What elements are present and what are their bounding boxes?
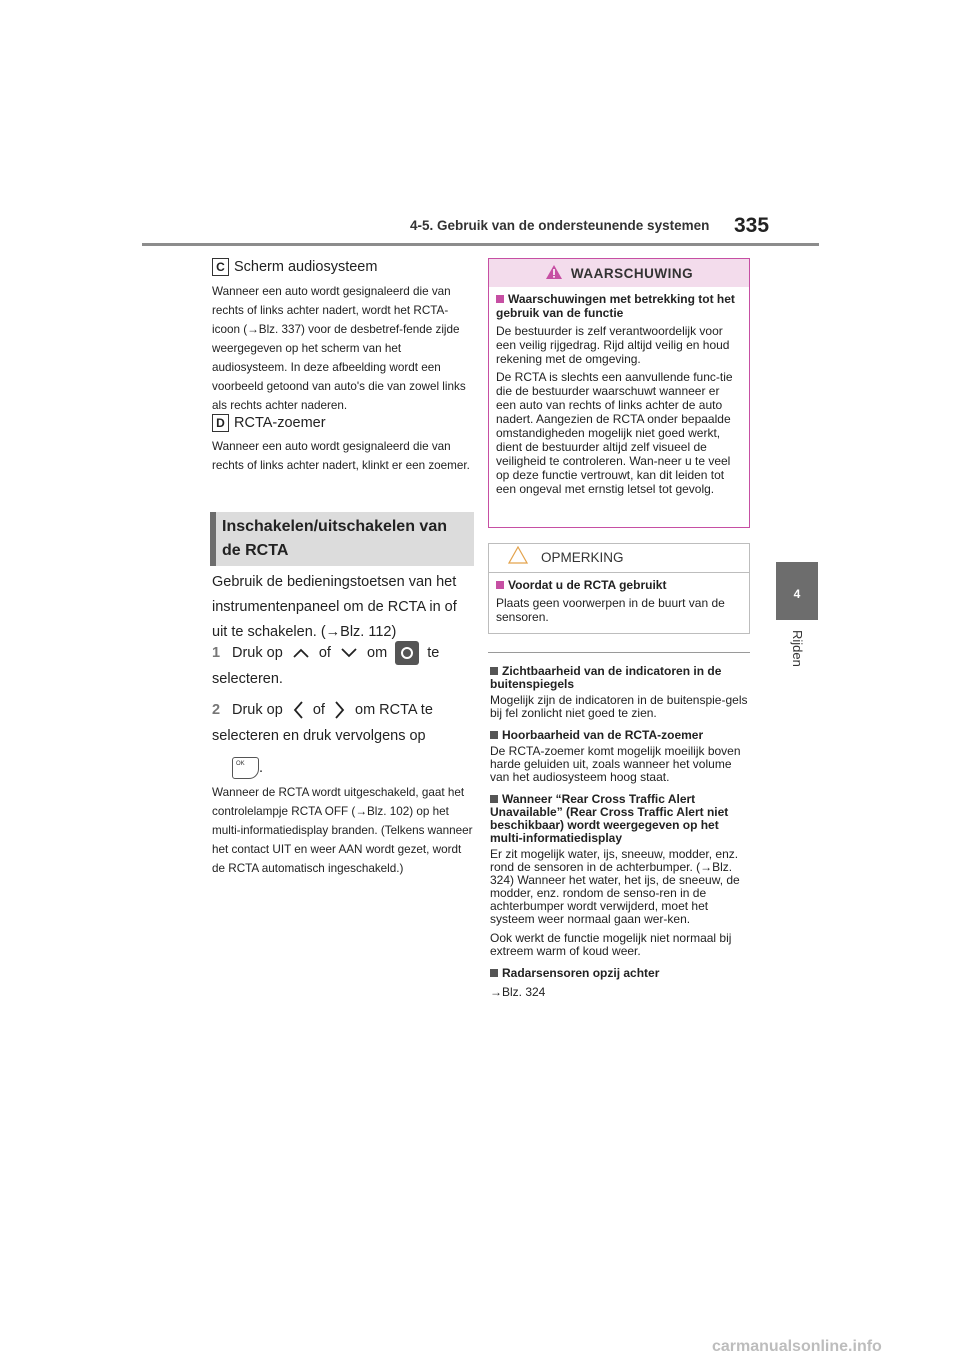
item-c — [212, 258, 472, 415]
bullet-square — [496, 581, 504, 589]
warning-p2: De RCTA is slechts een aanvullende func-tie die de bestuurder waarschuwt wanneer er een auto van rechts of links achter de auto nadert. Aangezien de RCTA onder bepaalde omstandigheden mogelijk niet goed werkt, dient de bestuurder altijd zelf visueel de veiligheid te controleren. Wan-neer u te veel op deze functie vertrouwt, kan dit leiden tot een ongeval met ernstig letsel tot gevolg. — [496, 370, 733, 496]
rcta-off-note: Wanneer de RCTA wordt uitgeschakeld, gaat het controlelampje RCTA OFF (→Blz. 102) op het multi-informatiedisplay branden. (Telkens wanneer het contact UIT en weer AAN wordt gezet, wordt de RCTA automatisch ingeschakeld.) — [212, 786, 473, 875]
info-text-4: →Blz. 324 — [490, 985, 546, 999]
warning-heading: Waarschuwingen met betrekking tot het gebruik van de functie — [496, 292, 735, 320]
section-title: Inschakelen/uitschakelen van de RCTA — [222, 518, 447, 559]
warning-p1: De bestuurder is zelf verantwoordelijk voor een veilig rijgedrag. Rijd altijd veilig en houd rekening met de omgeving. — [496, 324, 730, 366]
item-d-text: Wanneer een auto wordt gesignaleerd die van rechts of links achter nadert, klinkt er een zoemer. — [212, 440, 470, 472]
ok-button-icon: OK — [232, 757, 259, 779]
notice-header-divider — [489, 572, 749, 573]
notice-body — [496, 578, 740, 624]
chapter-tab — [776, 562, 818, 620]
item-d — [212, 414, 472, 475]
warning-triangle-icon — [545, 264, 563, 280]
section-heading: 4-5. Gebruik van de ondersteunende systemen — [410, 218, 710, 233]
chapter-number: 4 — [793, 587, 801, 601]
notice-text: Plaats geen voorwerpen in de buurt van de sensoren. — [496, 596, 725, 624]
item-c-text: Wanneer een auto wordt gesignaleerd die van rechts of links achter nadert, wordt het RCTA-icoon (→Blz. 337) voor de desbetref-fende zijde weergegeven op het scherm van het audiosysteem. In deze afbeelding wordt een voorbeeld getoond van auto's die van zowel links als rechts achter naderen. — [212, 285, 466, 412]
letter-c-badge: C — [212, 258, 229, 276]
info-divider — [488, 652, 750, 653]
info-heading-3: Wanneer “Rear Cross Traffic Alert Unavailable” (Rear Cross Traffic Alert niet beschikbaar) wordt weergegeven op het multi-informatiedisplay — [490, 792, 729, 845]
footer-watermark: carmanualsonline.info — [712, 1338, 882, 1355]
item-d-title: RCTA-zoemer — [234, 414, 326, 431]
notice-heading: Voordat u de RCTA gebruikt — [508, 578, 667, 592]
chevron-up-icon — [292, 647, 310, 659]
item-c-title: Scherm audiosysteem — [234, 258, 378, 275]
settings-gear-icon — [395, 641, 419, 665]
caution-triangle-icon — [508, 546, 528, 564]
chevron-left-icon — [292, 700, 304, 720]
header-divider — [142, 243, 819, 246]
info-section — [490, 656, 752, 999]
info-text-3b: Ook werkt de functie mogelijk niet normaal bij extreem warm of koud weer. — [490, 931, 732, 958]
info-heading-1: Zichtbaarheid van de indicatoren in de buitenspiegels — [490, 664, 722, 691]
letter-d-badge: D — [212, 414, 229, 432]
info-text-3a: Er zit mogelijk water, ijs, sneeuw, modder, enz. rond de sensoren in de achterbumper. (→Blz. 324) Wanneer het water, het ijs, de sneeuw, de modder, enz. rondom de senso-ren in de achterbumper wordt verwijderd, moet het systeem weer normaal gaan wer-ken. — [490, 847, 740, 926]
page-number: 335 — [734, 214, 770, 237]
info-heading-2: Hoorbaarheid van de RCTA-zoemer — [502, 728, 704, 742]
chapter-label: Rijden — [790, 630, 805, 667]
bullet-square — [496, 295, 504, 303]
notice-title: OPMERKING — [541, 550, 624, 565]
bullet-square — [490, 795, 498, 803]
info-heading-4: Radarsensoren opzij achter — [502, 966, 660, 980]
intro-text: Gebruik de bedieningstoetsen van het instrumentenpaneel om de RCTA in of uit te schakelen. (→Blz. 112) — [212, 574, 457, 640]
bullet-square — [490, 667, 498, 675]
chevron-right-icon — [334, 700, 346, 720]
bullet-square — [490, 731, 498, 739]
bullet-square — [490, 969, 498, 977]
step-1: 1 Druk op of om te selecteren. — [212, 640, 474, 692]
warning-title: WAARSCHUWING — [489, 264, 749, 281]
info-text-1: Mogelijk zijn de indicatoren in de buitenspie-gels bij fel zonlicht niet goed te zien. — [490, 693, 748, 720]
step-2: 2 Druk op of om RCTA te selecteren en druk vervolgens op OK . — [212, 697, 474, 781]
info-text-2: De RCTA-zoemer komt mogelijk moeilijk boven harde geluiden uit, zoals wanneer het volume van het audiosysteem hoog staat. — [490, 744, 741, 784]
step-1-number: 1 — [212, 645, 221, 661]
step-2-number: 2 — [212, 702, 221, 718]
warning-body — [496, 292, 740, 496]
chevron-down-icon — [340, 647, 358, 659]
